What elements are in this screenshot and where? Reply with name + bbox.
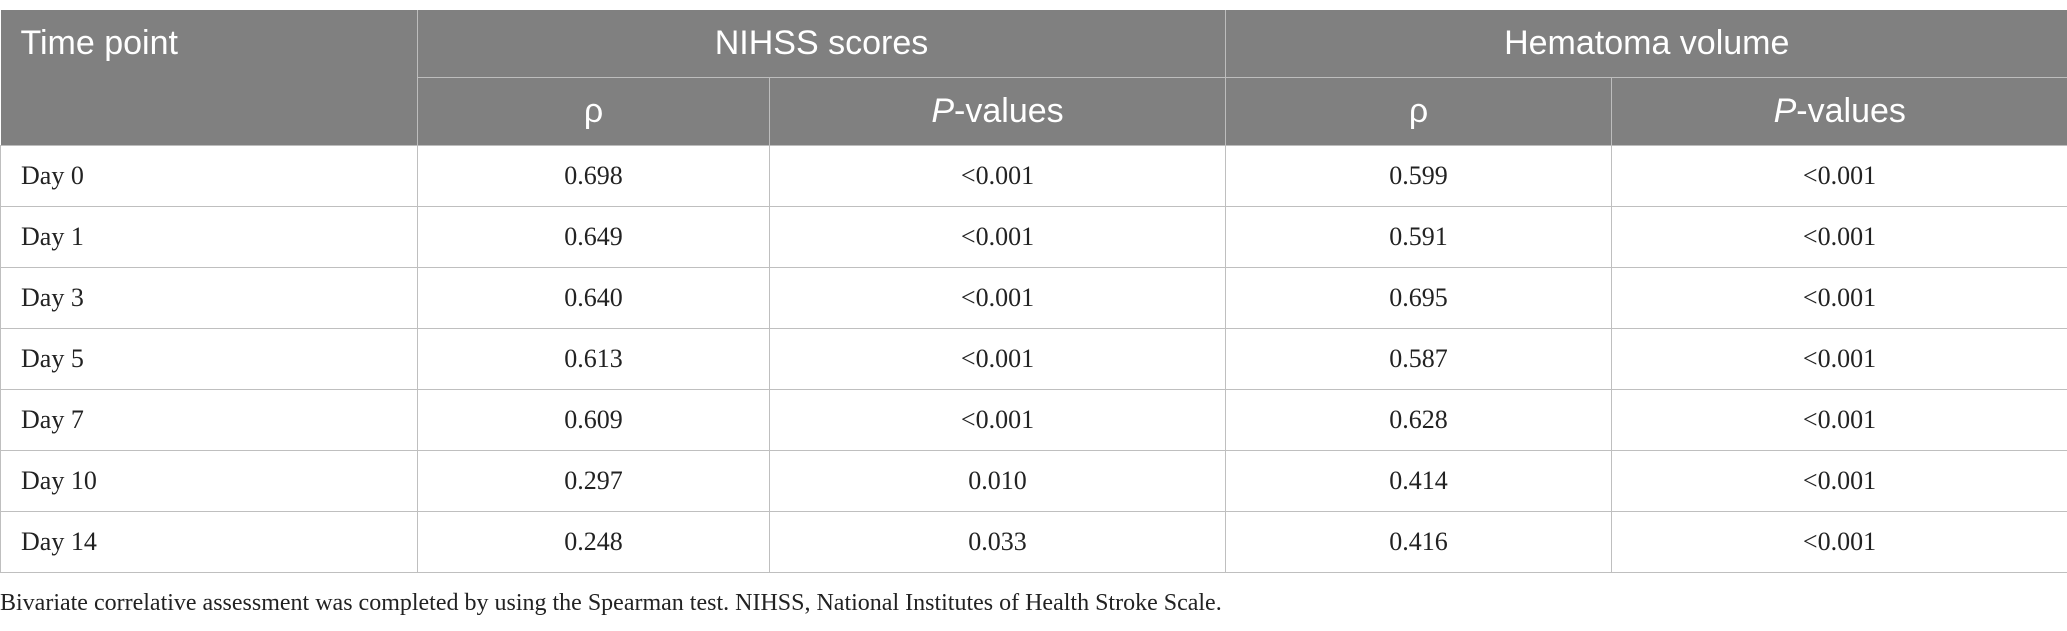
nihss-rho-cell: 0.609 xyxy=(418,390,770,451)
time-point-cell: Day 0 xyxy=(1,146,418,207)
time-point-cell: Day 7 xyxy=(1,390,418,451)
nihss-p-cell: <0.001 xyxy=(770,390,1226,451)
table-row xyxy=(1,329,2067,390)
nihss-rho-cell: 0.248 xyxy=(418,512,770,573)
nihss-p-cell: <0.001 xyxy=(770,268,1226,329)
table-row xyxy=(1,512,2067,573)
hematoma-p-cell: <0.001 xyxy=(1612,207,2067,268)
nihss-p-header xyxy=(770,78,1226,146)
table-row xyxy=(1,268,2067,329)
hematoma-rho-cell: 0.587 xyxy=(1226,329,1612,390)
table-row xyxy=(1,207,2067,268)
hematoma-p-cell: <0.001 xyxy=(1612,512,2067,573)
nihss-rho-cell: 0.698 xyxy=(418,146,770,207)
hematoma-p-cell: <0.001 xyxy=(1612,390,2067,451)
nihss-p-cell: <0.001 xyxy=(770,329,1226,390)
hematoma-rho-cell: 0.591 xyxy=(1226,207,1612,268)
table-footnote: Bivariate correlative assessment was completed by using the Spearman test. NIHSS, National Institutes of Health Stroke Scale. xyxy=(0,590,1222,616)
hematoma-rho-cell: 0.599 xyxy=(1226,146,1612,207)
p-suffix: -values xyxy=(1796,92,1906,130)
nihss-rho-cell: 0.649 xyxy=(418,207,770,268)
table-row xyxy=(1,390,2067,451)
time-point-cell: Day 10 xyxy=(1,451,418,512)
hematoma-p-cell: <0.001 xyxy=(1612,329,2067,390)
correlation-table xyxy=(0,10,2067,573)
nihss-rho-header: ρ xyxy=(418,78,770,146)
hematoma-rho-cell: 0.416 xyxy=(1226,512,1612,573)
table-row xyxy=(1,451,2067,512)
time-point-cell: Day 1 xyxy=(1,207,418,268)
table-row xyxy=(1,146,2067,207)
p-italic: P xyxy=(1773,92,1797,130)
header-row-groups xyxy=(1,10,2067,78)
hematoma-group-header: Hematoma volume xyxy=(1226,10,2067,78)
nihss-rho-cell: 0.297 xyxy=(418,451,770,512)
hematoma-p-cell: <0.001 xyxy=(1612,451,2067,512)
time-point-cell: Day 5 xyxy=(1,329,418,390)
hematoma-p-cell: <0.001 xyxy=(1612,146,2067,207)
hematoma-rho-cell: 0.695 xyxy=(1226,268,1612,329)
p-italic: P xyxy=(931,92,955,130)
table-container xyxy=(0,10,2067,573)
hematoma-rho-header: ρ xyxy=(1226,78,1612,146)
nihss-rho-cell: 0.613 xyxy=(418,329,770,390)
hematoma-p-cell: <0.001 xyxy=(1612,268,2067,329)
hematoma-p-header xyxy=(1612,78,2067,146)
time-point-header: Time point xyxy=(1,10,418,146)
nihss-p-cell: 0.033 xyxy=(770,512,1226,573)
nihss-rho-cell: 0.640 xyxy=(418,268,770,329)
p-suffix: -values xyxy=(954,92,1064,130)
time-point-cell: Day 14 xyxy=(1,512,418,573)
nihss-p-cell: <0.001 xyxy=(770,207,1226,268)
hematoma-rho-cell: 0.628 xyxy=(1226,390,1612,451)
time-point-cell: Day 3 xyxy=(1,268,418,329)
nihss-p-cell: 0.010 xyxy=(770,451,1226,512)
hematoma-rho-cell: 0.414 xyxy=(1226,451,1612,512)
nihss-group-header: NIHSS scores xyxy=(418,10,1226,78)
nihss-p-cell: <0.001 xyxy=(770,146,1226,207)
